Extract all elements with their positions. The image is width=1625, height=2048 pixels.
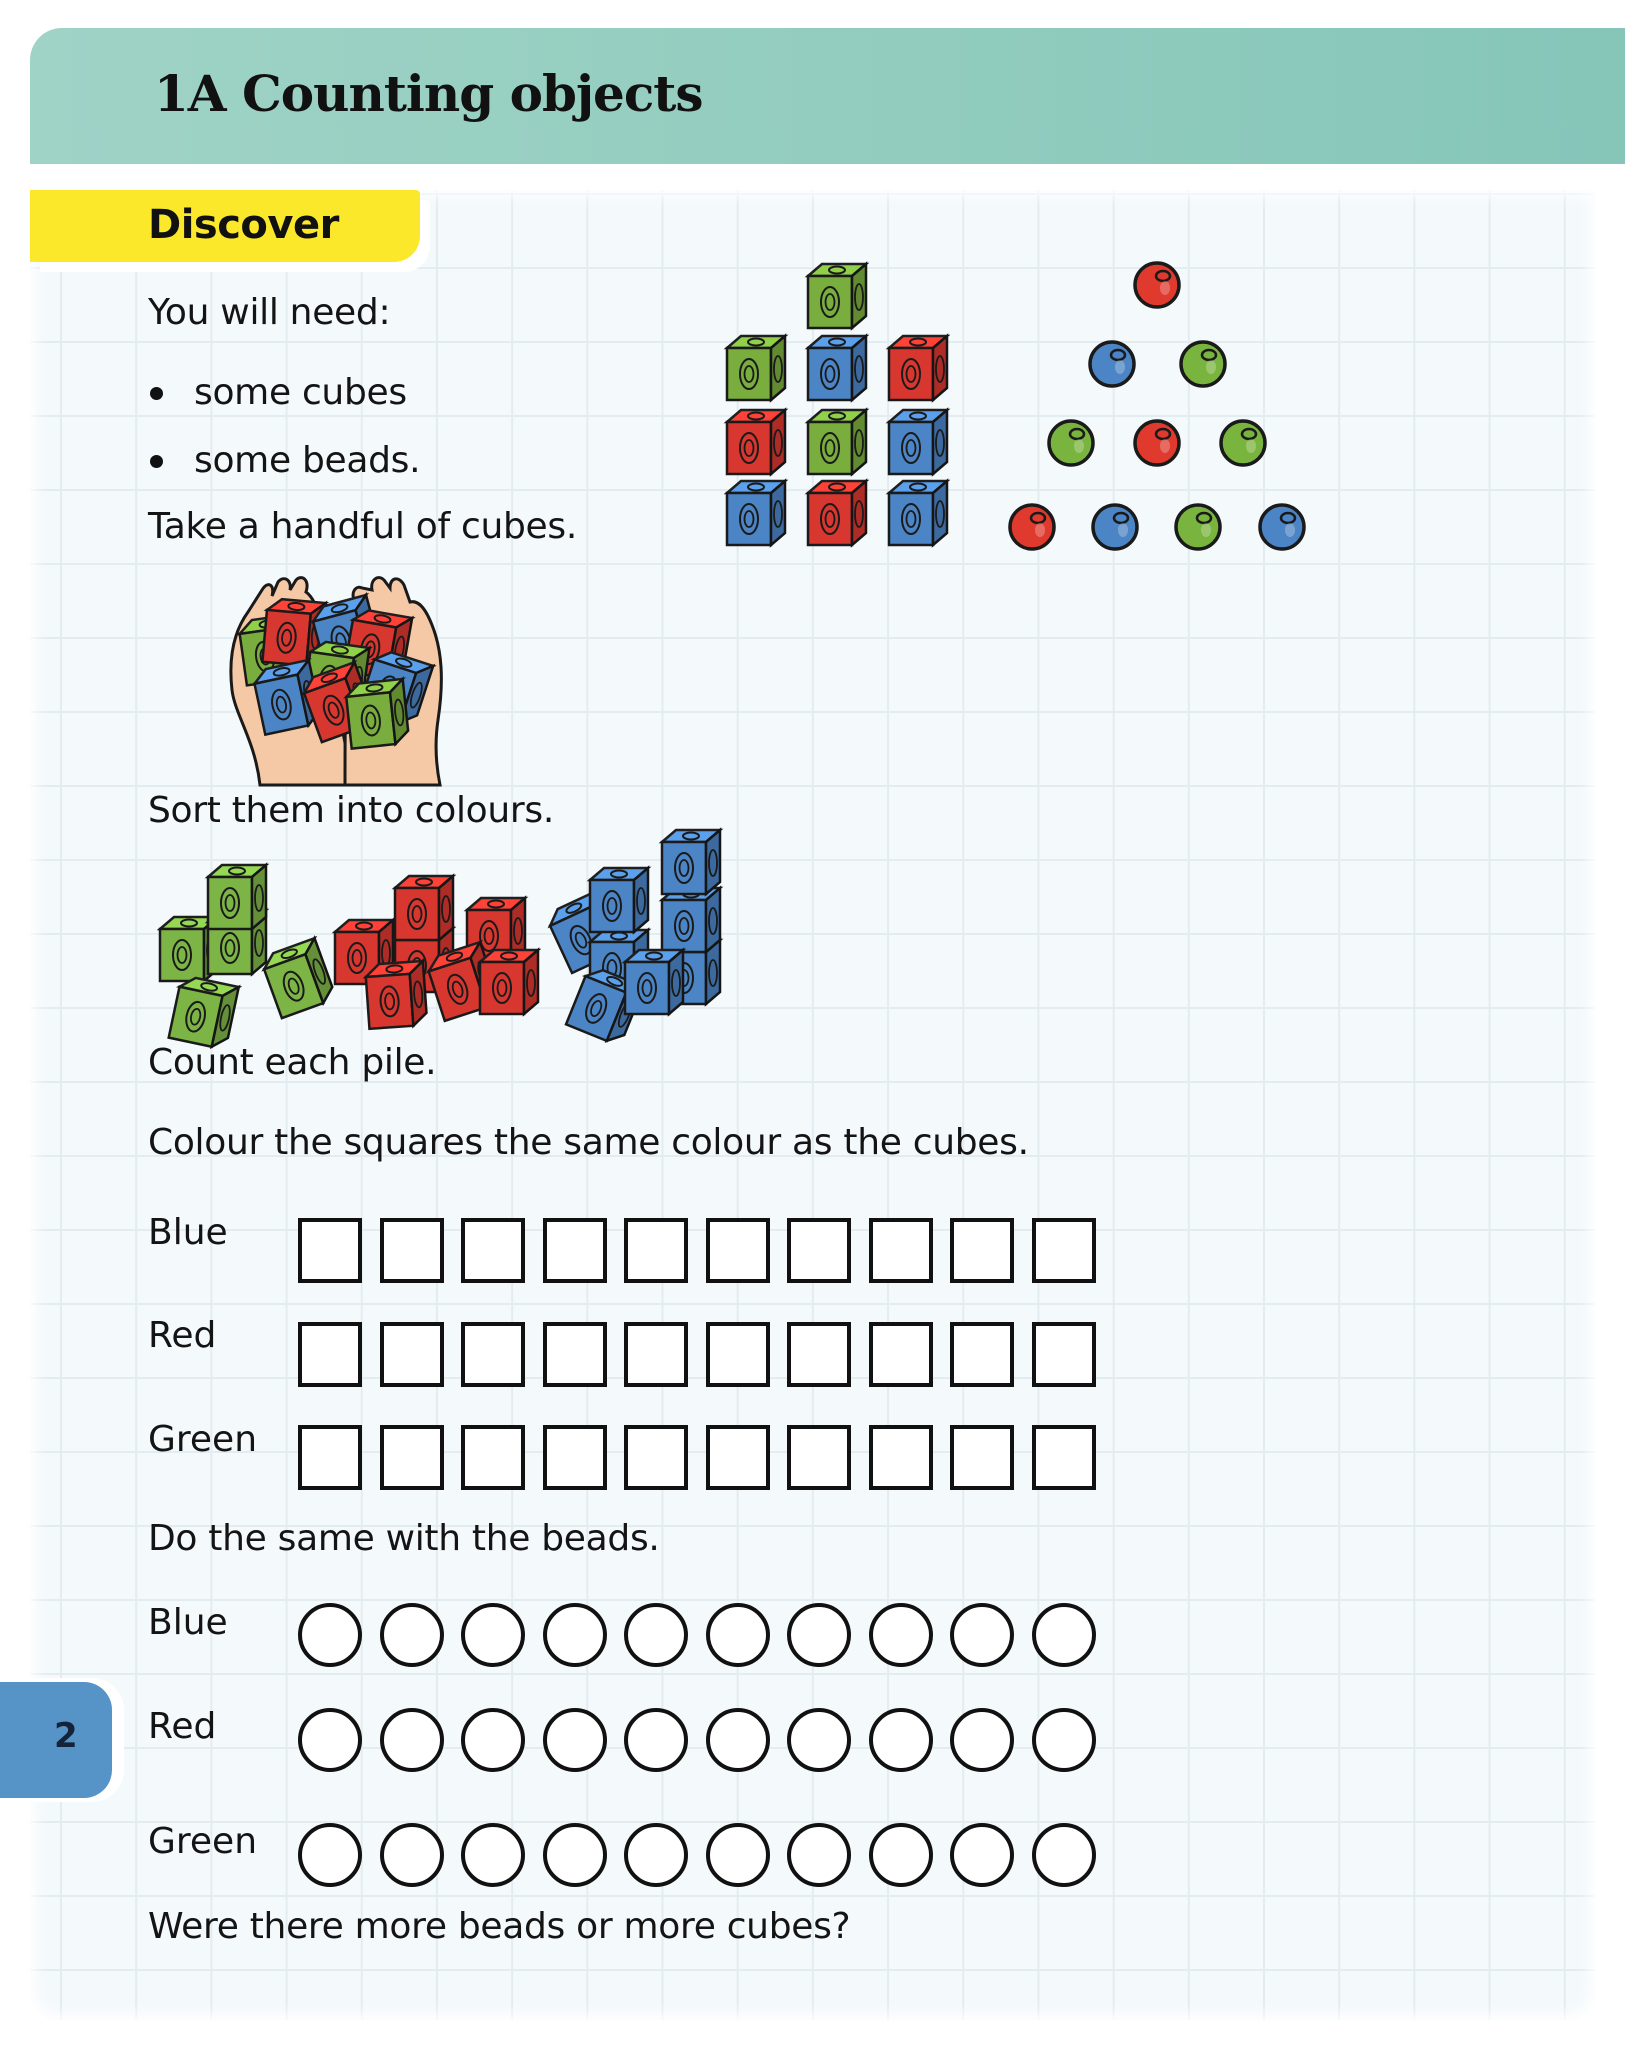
colour-circle[interactable] xyxy=(950,1708,1014,1772)
colour-circle[interactable] xyxy=(787,1823,851,1887)
section-label: Discover xyxy=(148,202,339,248)
cube-green-icon xyxy=(808,410,866,474)
colour-circle[interactable] xyxy=(787,1708,851,1772)
green-cube-pile-icon xyxy=(160,865,336,1050)
beads-row-label-blue: Blue xyxy=(148,1602,228,1643)
colour-circle[interactable] xyxy=(380,1708,444,1772)
colour-circle[interactable] xyxy=(543,1603,607,1667)
take-handful-text: Take a handful of cubes. xyxy=(148,506,577,547)
colour-circle[interactable] xyxy=(461,1708,525,1772)
colour-square[interactable] xyxy=(298,1322,362,1387)
colour-circle[interactable] xyxy=(706,1823,770,1887)
cube-blue-icon xyxy=(727,481,785,545)
page-title: 1A Counting objects xyxy=(154,64,703,123)
colour-circle[interactable] xyxy=(543,1823,607,1887)
colour-circle[interactable] xyxy=(1032,1708,1096,1772)
colour-circle[interactable] xyxy=(706,1708,770,1772)
colour-circle[interactable] xyxy=(298,1823,362,1887)
count-text: Count each pile. xyxy=(148,1042,437,1083)
sort-text: Sort them into colours. xyxy=(148,790,554,831)
list-item-beads: some beads. xyxy=(194,440,421,481)
beads-row-label-green: Green xyxy=(148,1821,258,1862)
bead-red-icon xyxy=(1135,263,1179,307)
list-item-cubes: some cubes xyxy=(194,372,407,413)
colour-square[interactable] xyxy=(380,1322,444,1387)
colour-square[interactable] xyxy=(298,1425,362,1490)
colour-circle[interactable] xyxy=(380,1603,444,1667)
colour-square[interactable] xyxy=(787,1425,851,1490)
bead-green-icon xyxy=(1049,421,1093,465)
colour-square[interactable] xyxy=(543,1218,607,1283)
colour-square[interactable] xyxy=(706,1218,770,1283)
colour-circle[interactable] xyxy=(461,1823,525,1887)
colour-circle[interactable] xyxy=(461,1603,525,1667)
colour-circle[interactable] xyxy=(624,1603,688,1667)
you-will-need-text: You will need: xyxy=(148,292,391,333)
colour-circle[interactable] xyxy=(1032,1823,1096,1887)
colour-square[interactable] xyxy=(706,1322,770,1387)
colour-square[interactable] xyxy=(869,1425,933,1490)
question-text: Were there more beads or more cubes? xyxy=(148,1906,851,1947)
colour-square[interactable] xyxy=(543,1425,607,1490)
beads-row-label-red: Red xyxy=(148,1706,217,1747)
colour-circle[interactable] xyxy=(869,1603,933,1667)
bead-blue-icon xyxy=(1260,505,1304,549)
beads-row-blue xyxy=(298,1603,1096,1667)
colour-square[interactable] xyxy=(950,1218,1014,1283)
colour-squares-text: Colour the squares the same colour as the cubes. xyxy=(148,1122,1029,1163)
colour-circle[interactable] xyxy=(869,1708,933,1772)
bead-green-icon xyxy=(1181,342,1225,386)
beads-row-green xyxy=(298,1823,1096,1887)
cube-blue-icon xyxy=(889,410,947,474)
beads-row-red xyxy=(298,1708,1096,1772)
colour-circle[interactable] xyxy=(869,1823,933,1887)
colour-circle[interactable] xyxy=(380,1823,444,1887)
colour-square[interactable] xyxy=(461,1218,525,1283)
cube-green-icon xyxy=(808,264,866,328)
squares-row-green xyxy=(298,1425,1096,1490)
bead-green-icon xyxy=(1221,421,1265,465)
colour-square[interactable] xyxy=(1032,1218,1096,1283)
bead-red-icon xyxy=(1135,421,1179,465)
cube-green-icon xyxy=(727,336,785,400)
colour-square[interactable] xyxy=(950,1322,1014,1387)
squares-row-blue xyxy=(298,1218,1096,1283)
cube-blue-icon xyxy=(889,481,947,545)
colour-circle[interactable] xyxy=(298,1708,362,1772)
colour-circle[interactable] xyxy=(624,1823,688,1887)
page-number: 2 xyxy=(54,1716,78,1756)
bead-red-icon xyxy=(1010,505,1054,549)
bead-green-icon xyxy=(1176,505,1220,549)
colour-square[interactable] xyxy=(706,1425,770,1490)
bead-blue-icon xyxy=(1090,342,1134,386)
squares-row-label-blue: Blue xyxy=(148,1212,228,1253)
colour-square[interactable] xyxy=(461,1322,525,1387)
bead-blue-icon xyxy=(1093,505,1137,549)
colour-circle[interactable] xyxy=(1032,1603,1096,1667)
cube-blue-icon xyxy=(808,336,866,400)
colour-circle[interactable] xyxy=(624,1708,688,1772)
colour-square[interactable] xyxy=(950,1425,1014,1490)
colour-circle[interactable] xyxy=(298,1603,362,1667)
colour-square[interactable] xyxy=(298,1218,362,1283)
colour-square[interactable] xyxy=(1032,1322,1096,1387)
colour-square[interactable] xyxy=(787,1218,851,1283)
colour-square[interactable] xyxy=(624,1322,688,1387)
squares-row-red xyxy=(298,1322,1096,1387)
colour-square[interactable] xyxy=(543,1322,607,1387)
cube-red-icon xyxy=(727,410,785,474)
colour-square[interactable] xyxy=(869,1322,933,1387)
red-cube-pile-icon xyxy=(335,876,538,1029)
beads-instruction-text: Do the same with the beads. xyxy=(148,1518,660,1559)
colour-square[interactable] xyxy=(380,1218,444,1283)
colour-square[interactable] xyxy=(624,1425,688,1490)
colour-circle[interactable] xyxy=(950,1603,1014,1667)
colour-square[interactable] xyxy=(1032,1425,1096,1490)
cube-red-icon xyxy=(808,481,866,545)
colour-circle[interactable] xyxy=(706,1603,770,1667)
cube-red-icon xyxy=(889,336,947,400)
colour-square[interactable] xyxy=(869,1218,933,1283)
colour-circle[interactable] xyxy=(787,1603,851,1667)
squares-row-label-red: Red xyxy=(148,1315,217,1356)
colour-square[interactable] xyxy=(461,1425,525,1490)
colour-square[interactable] xyxy=(787,1322,851,1387)
hands-holding-cubes-icon xyxy=(231,578,441,785)
page-number-tab xyxy=(0,1682,112,1798)
colour-square[interactable] xyxy=(624,1218,688,1283)
squares-row-label-green: Green xyxy=(148,1419,258,1460)
colour-circle[interactable] xyxy=(543,1708,607,1772)
colour-circle[interactable] xyxy=(950,1823,1014,1887)
colour-square[interactable] xyxy=(380,1425,444,1490)
blue-cube-pile-icon xyxy=(545,830,720,1046)
